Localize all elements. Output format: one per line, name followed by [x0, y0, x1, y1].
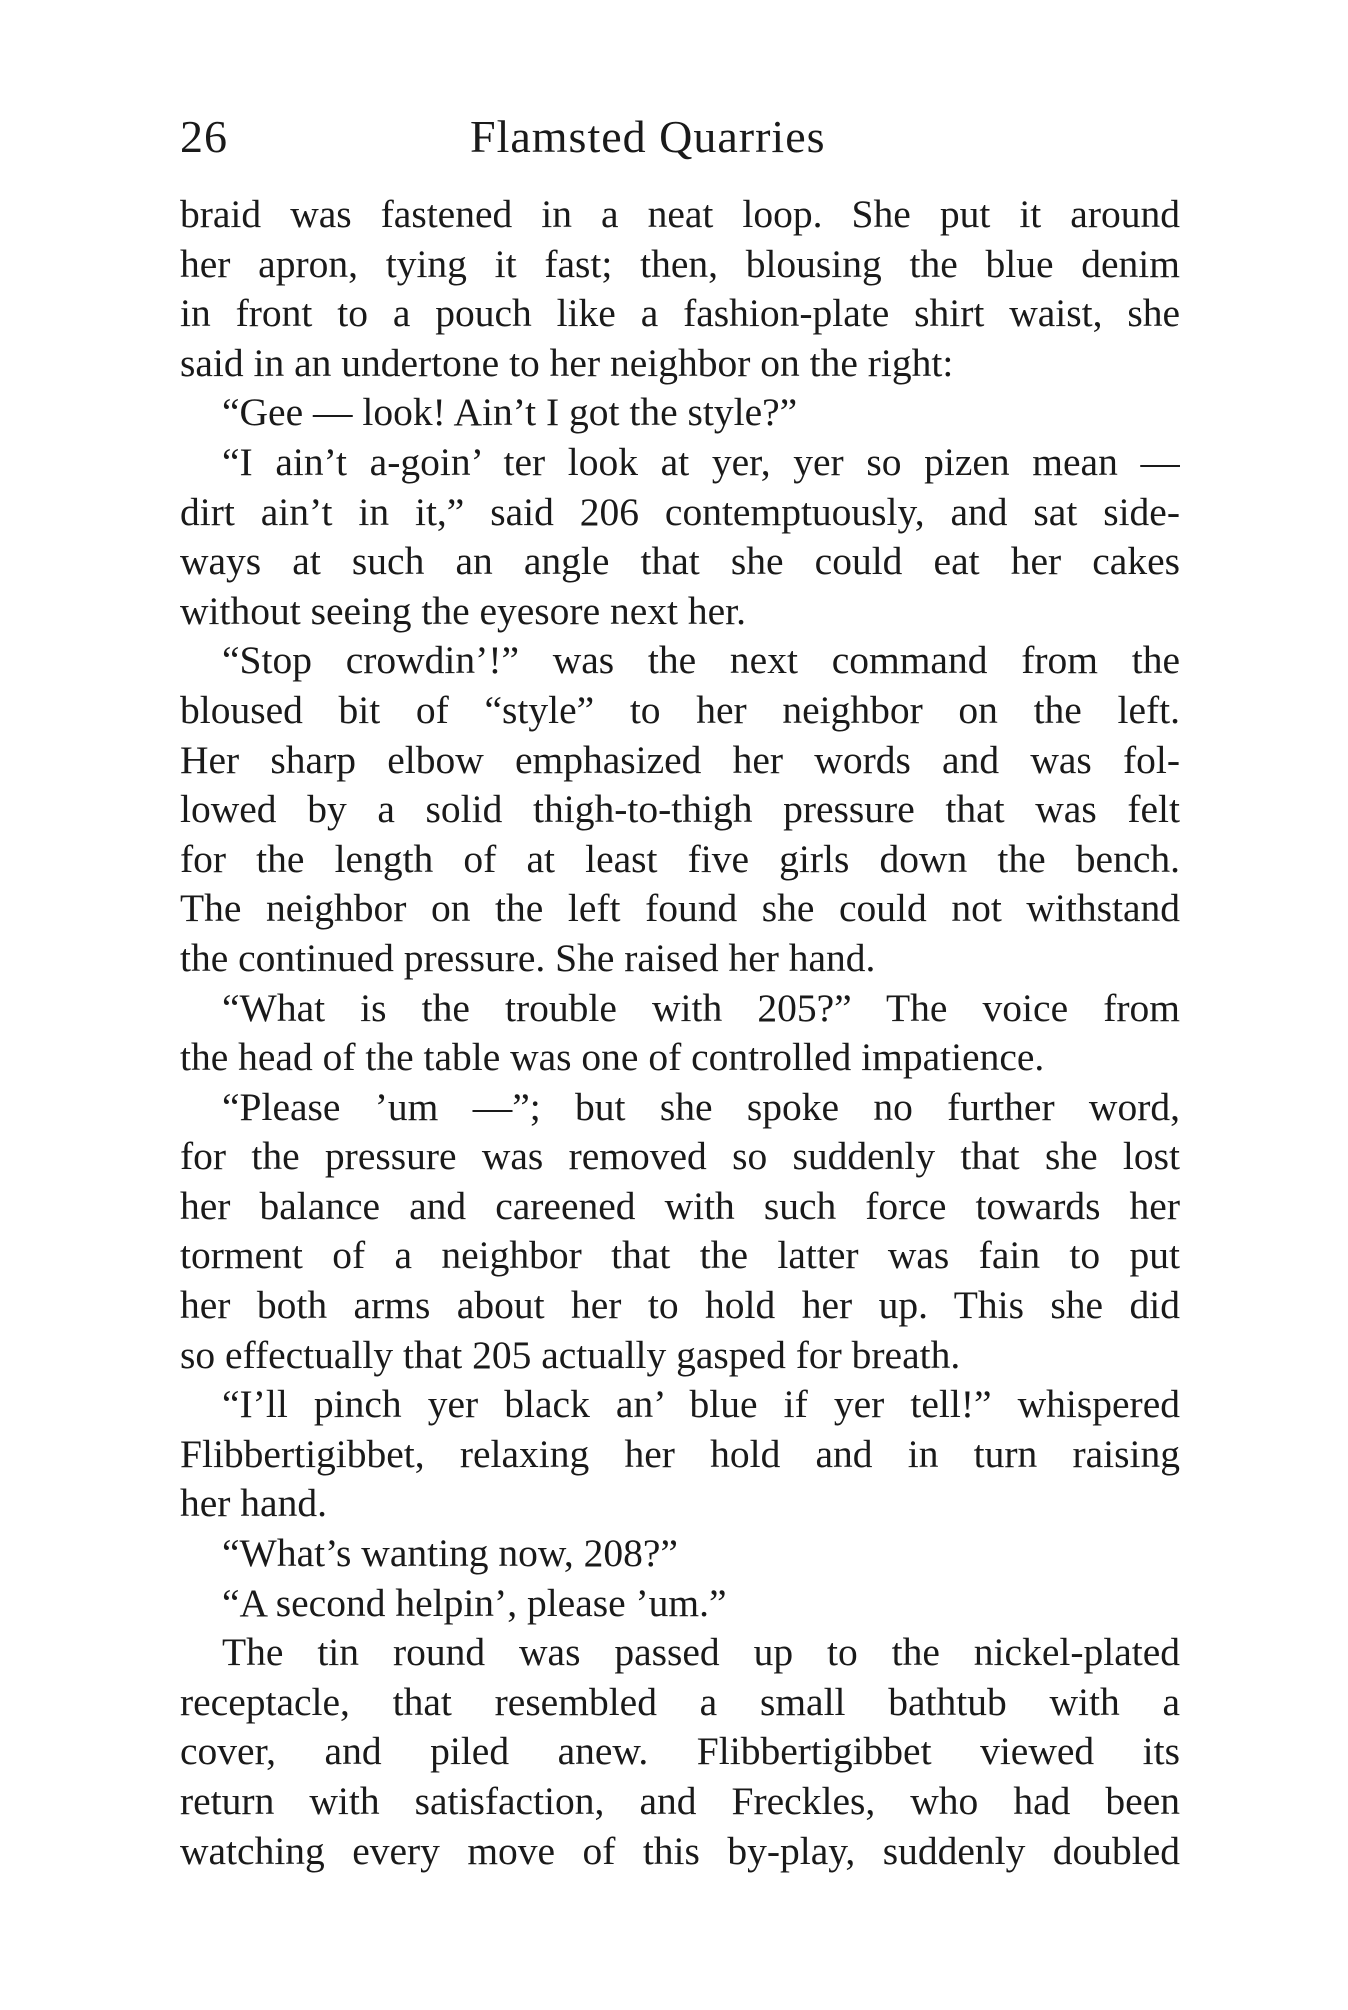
text-line: ways at such an angle that she could eat her cakes [180, 539, 1180, 584]
running-title: Flamsted Quarries [470, 111, 826, 162]
page-header [180, 104, 1180, 170]
text-line: said in an undertone to her neighbor on the right: [180, 340, 954, 385]
text-line: bloused bit of “style” to her neighbor on the left. [180, 687, 1180, 732]
text-line: watching every move of this by-play, suddenly doubled [180, 1828, 1180, 1873]
text-line: “I ain’t a-goin’ ter look at yer, yer so pizen mean — [222, 439, 1180, 484]
text-line: “Please ’um —”; but she spoke no further word, [222, 1084, 1180, 1129]
text-line: the head of the table was one of controlled impatience. [180, 1035, 1045, 1080]
text-line: return with satisfaction, and Freckles, who had been [180, 1779, 1180, 1823]
text-line: her balance and careened with such force towards her [180, 1183, 1180, 1228]
text-line: The neighbor on the left found she could not withstand [180, 886, 1180, 931]
text-line: the continued pressure. She raised her hand. [180, 935, 876, 980]
text-line: torment of a neighbor that the latter was fain to put [180, 1233, 1180, 1278]
text-line: cover, and piled anew. Flibbertigibbet viewed its [180, 1729, 1180, 1774]
text-line: Flibbertigibbet, relaxing her hold and in turn raising [180, 1431, 1180, 1476]
text-line: “What’s wanting now, 208?” [222, 1531, 678, 1576]
text-line: The tin round was passed up to the nickel-plated [222, 1630, 1180, 1675]
text-line: “A second helpin’, please ’um.” [222, 1580, 727, 1625]
page-number: 26 [180, 111, 228, 162]
text-line: her hand. [180, 1481, 327, 1526]
text-line: “What is the trouble with 205?” The voice from [222, 985, 1180, 1030]
text-line: dirt ain’t in it,” said 206 contemptuously, and sat side- [180, 489, 1180, 534]
text-line: so effectually that 205 actually gasped for breath. [180, 1332, 961, 1377]
body-text [180, 190, 1180, 1876]
text-line: her apron, tying it fast; then, blousing the blue denim [180, 241, 1180, 286]
text-line: Her sharp elbow emphasized her words and was fol- [180, 737, 1180, 782]
text-line: for the pressure was removed so suddenly that she lost [180, 1134, 1180, 1179]
text-line: braid was fastened in a neat loop. She put it around [180, 192, 1180, 236]
text-line: receptacle, that resembled a small bathtub with a [180, 1679, 1180, 1724]
text-line: without seeing the eyesore next her. [180, 588, 746, 633]
text-line: for the length of at least five girls down the bench. [180, 836, 1180, 881]
text-line: her both arms about her to hold her up. This she did [180, 1283, 1180, 1328]
text-line: “Gee — look! Ain’t I got the style?” [222, 390, 798, 435]
text-line: “I’ll pinch yer black an’ blue if yer tell!” whispered [222, 1382, 1180, 1427]
text-line: “Stop crowdin’!” was the next command from the [222, 638, 1180, 683]
text-line: in front to a pouch like a fashion-plate shirt waist, she [180, 291, 1180, 336]
text-line: lowed by a solid thigh-to-thigh pressure that was felt [180, 787, 1180, 832]
